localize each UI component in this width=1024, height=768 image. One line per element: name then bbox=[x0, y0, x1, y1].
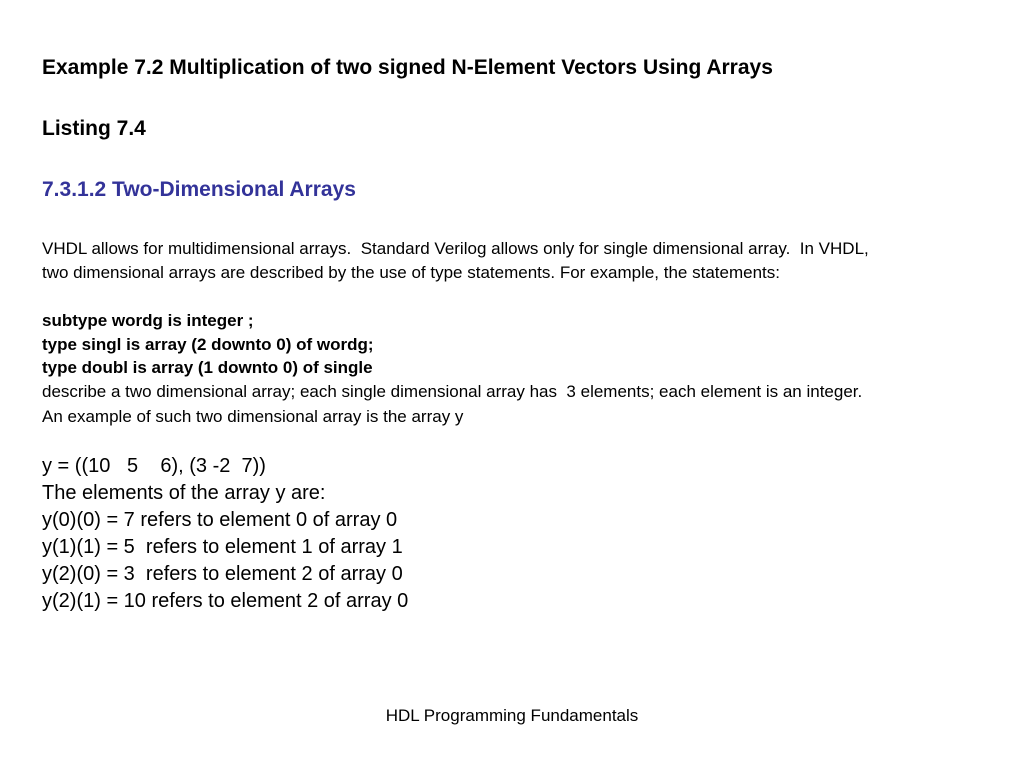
code-line-subtype: subtype wordg is integer ; bbox=[42, 311, 254, 330]
code-line-singl: type singl is array (2 downto 0) of wordg; bbox=[42, 335, 374, 354]
array-example: y = ((10 5 6), (3 -2 7)) bbox=[42, 455, 266, 477]
example-title: Example 7.2 Multiplication of two signed N-Element Vectors Using Arrays bbox=[42, 56, 773, 79]
element-line: y(2)(0) = 3 refers to element 2 of array 0 bbox=[42, 563, 403, 585]
element-line: y(1)(1) = 5 refers to element 1 of array 1 bbox=[42, 536, 403, 558]
description-line-1: describe a two dimensional array; each single dimensional array has 3 elements; each element is an integer. bbox=[42, 382, 863, 401]
listing-title: Listing 7.4 bbox=[42, 117, 146, 140]
code-line-doubl: type doubl is array (1 downto 0) of single bbox=[42, 358, 373, 377]
intro-line-2: two dimensional arrays are described by the use of type statements. For example, the statements: bbox=[42, 263, 780, 282]
element-line: y(2)(1) = 10 refers to element 2 of array 0 bbox=[42, 590, 409, 612]
elements-heading: The elements of the array y are: bbox=[42, 482, 326, 504]
element-line: y(0)(0) = 7 refers to element 0 of array 0 bbox=[42, 509, 398, 531]
intro-line-1: VHDL allows for multidimensional arrays. Standard Verilog allows only for single dimensional array. In VHDL, bbox=[42, 239, 869, 258]
section-title: 7.3.1.2 Two-Dimensional Arrays bbox=[42, 178, 356, 201]
footer-text: HDL Programming Fundamentals bbox=[385, 706, 639, 725]
description-line-2: An example of such two dimensional array is the array y bbox=[42, 407, 464, 426]
